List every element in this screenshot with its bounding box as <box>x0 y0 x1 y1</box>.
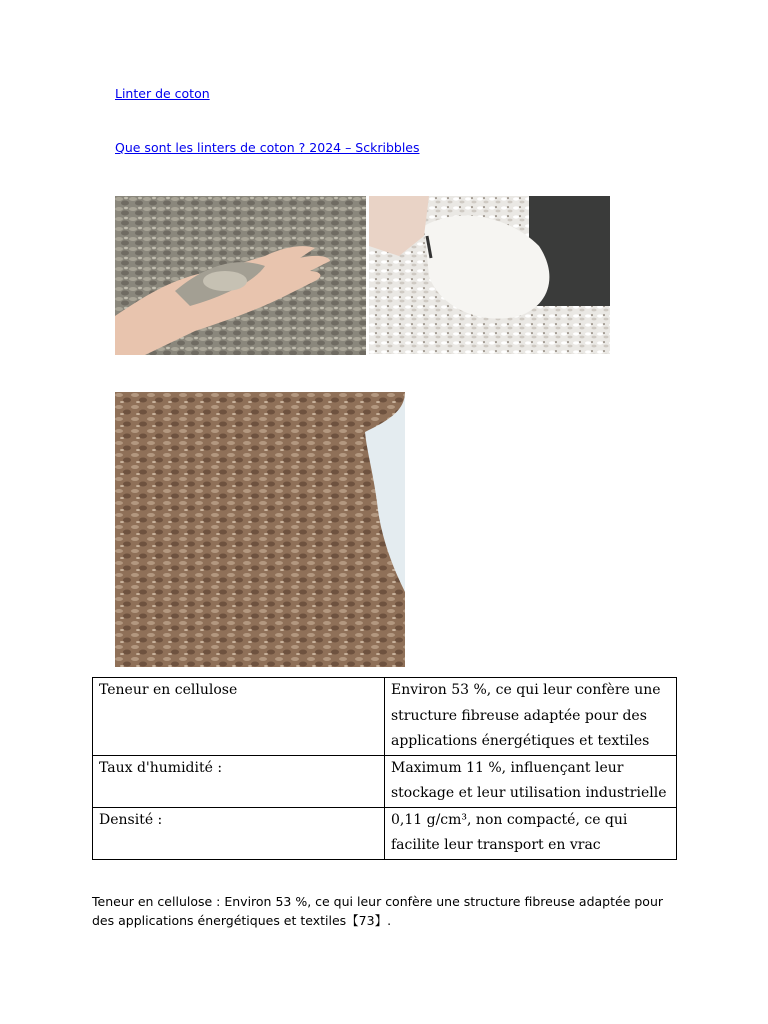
table-cell-label: Taux d'humidité : <box>93 755 385 807</box>
table-cell-value: Environ 53 %, ce qui leur confère une structure fibreuse adaptée pour des applications énergétiques et textiles <box>385 678 677 756</box>
table-cell-value: 0,11 g/cm³, non compacté, ce qui facilite leur transport en vrac <box>385 807 677 859</box>
table-row <box>93 678 677 756</box>
brown-cotton-linter-pile-photo <box>115 392 405 667</box>
table-row <box>93 807 677 859</box>
table-cell-label: Teneur en cellulose <box>93 678 385 756</box>
hand-holding-cotton-linter-photo <box>115 196 366 355</box>
table-cell-value: Maximum 11 %, influençant leur stockage et leur utilisation industrielle <box>385 755 677 807</box>
white-cotton-linter-photo <box>369 196 610 354</box>
link-linter-de-coton[interactable]: Linter de coton <box>115 86 210 101</box>
table-row <box>93 755 677 807</box>
link-que-sont-les-linters[interactable]: Que sont les linters de coton ? 2024 – Sckribbles <box>115 140 420 155</box>
body-paragraph: Teneur en cellulose : Environ 53 %, ce qui leur confère une structure fibreuse adaptée pour des applications énergétiques et textiles【73】. <box>92 893 664 928</box>
table-cell-label: Densité : <box>93 807 385 859</box>
properties-table <box>92 677 677 860</box>
